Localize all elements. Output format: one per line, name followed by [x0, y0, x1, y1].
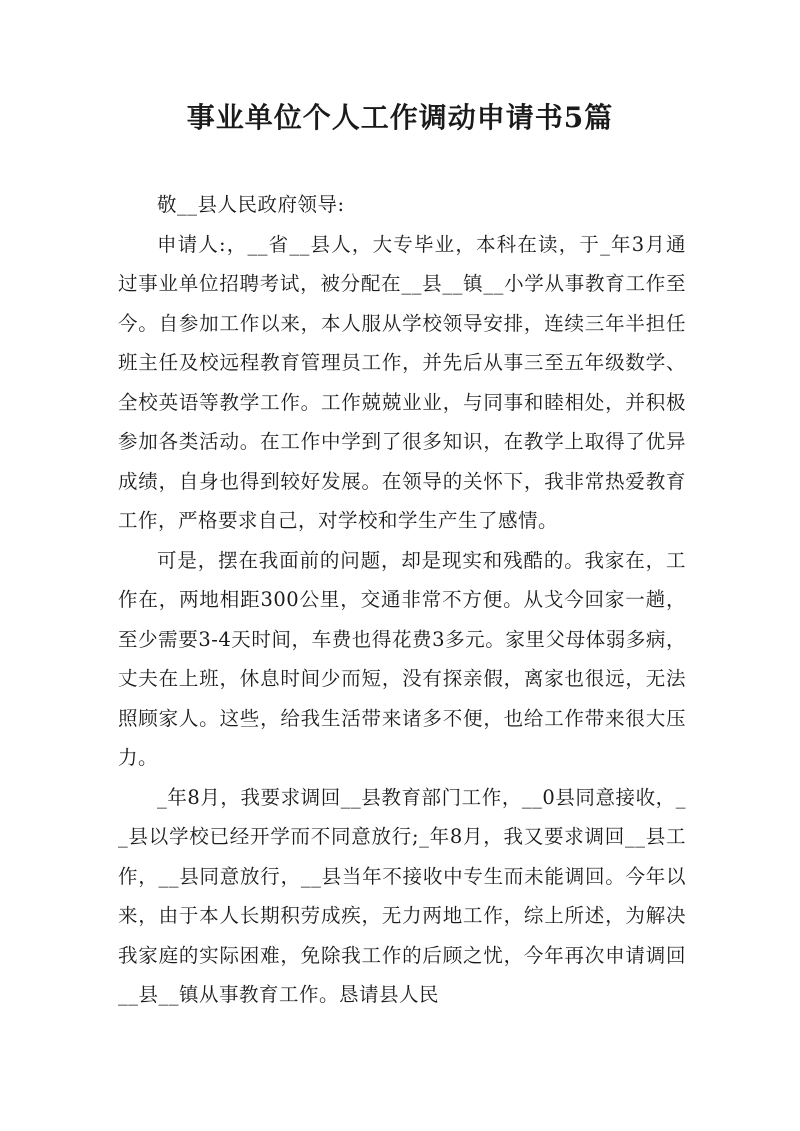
document-body [118, 185, 686, 1015]
salutation-paragraph: 敬__县人民政府领导: [157, 193, 345, 216]
body-paragraph-introduction: 申请人:，__省__县人，大专毕业，本科在读，于_年3月通过事业单位招聘考试，被分配在__县__镇__小学从事教育工作至今。自参加工作以来，本人服从学校领导安排，连续三年半担任班主任及校远程教育管理员工作，并先后从事三至五年级数学、全校英语等教学工作。工作兢兢业业，与同事和睦相处，并积极参加各类活动。在工作中学到了很多知识，在教学上取得了优异成绩，自身也得到较好发展。在领导的关怀下，我非常热爱教育工作，严格要求自己，对学校和学生产生了感情。 [118, 232, 686, 532]
document-title: 事业单位个人工作调动申请书5篇 [186, 101, 614, 134]
body-paragraph-difficulties: 可是，摆在我面前的问题，却是现实和残酷的。我家在，工作在，两地相距300公里，交通非常不方便。从戈今回家一趟，至少需要3-4天时间，车费也得花费3多元。家里父母体弱多病，丈夫在上班，休息时间少而短，没有探亲假，离家也很远，无法照顾家人。这些，给我生活带来诸多不便，也给工作带来很大压力。 [118, 548, 686, 769]
body-paragraph-request: _年8月，我要求调回__县教育部门工作，__0县同意接收，__县以学校已经开学而不同意放行;_年8月，我又要求调回__县工作，__县同意放行，__县当年不接收中专生而未能调回。今年以来，由于本人长期积劳成疾，无力两地工作，综上所述，为解决我家庭的实际困难，免除我工作的后顾之忧，今年再次申请调回__县__镇从事教育工作。恳请县人民 [118, 785, 686, 1006]
